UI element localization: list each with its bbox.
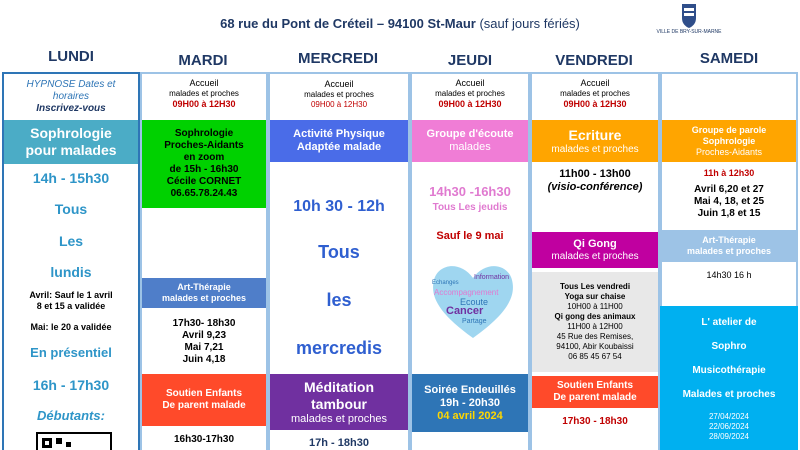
address-note: (sauf jours fériés) [479, 16, 580, 31]
art-date4: Juin 4,18 [182, 354, 226, 365]
accueil-sub: malades et proches [435, 89, 505, 98]
cloud-word-information: Information [474, 274, 510, 281]
green-line1: Sophrologie [174, 128, 234, 139]
apa-line2: Adaptée malade [296, 141, 382, 153]
cloud-word-cancer: Cancer [446, 305, 484, 317]
green-line2: Proches-Aidants [164, 140, 244, 151]
city-logo [656, 0, 722, 40]
lundi-hours: 14h - 15h30 [32, 170, 110, 186]
ecriture-title: Ecriture [568, 126, 622, 143]
soutien-line1: Soutien Enfants [556, 380, 634, 391]
ecriture-hours: 11h00 - 13h00 [559, 168, 631, 180]
samedi-atelier-block [660, 306, 798, 450]
vendredi-ecriture-block [532, 120, 658, 162]
mardi-soutien-block [142, 374, 266, 426]
atelier-date2: 22/06/2024 [708, 422, 750, 431]
cloud-word-accompagnement: Accompagnement [434, 288, 499, 297]
soiree-line1: Soirée Endeuillés [424, 383, 516, 396]
accueil-hours: 09H00 à 12H30 [563, 99, 627, 109]
sophro-title-line2: pour malades [25, 142, 117, 158]
cloud-word-partage: Partage [462, 318, 487, 325]
art-date3: Mai 7,21 [184, 342, 224, 353]
samedi-date1: Avril 6,20 et 27 [694, 184, 764, 195]
cloud-word-echanges: Echanges [432, 280, 459, 286]
groupe-title: Groupe d'écoute [426, 128, 514, 140]
jeudi-sauf: Sauf le 9 mai [436, 230, 504, 242]
atelier-line1: L' atelier de [701, 317, 757, 328]
accueil-title: Accueil [455, 78, 485, 88]
qr-code-icon[interactable] [36, 432, 112, 450]
vendredi-soutien-block [532, 376, 658, 408]
accueil-hours: 09H00 à 12H30 [438, 99, 502, 109]
lundi-tous: Tous [54, 201, 88, 217]
green-line4: de 15h - 16h30 [169, 164, 239, 175]
lundi-les: Les [58, 233, 84, 249]
mardi-sophrologie-block [142, 120, 266, 208]
art-date1: 17h30- 18h30 [172, 318, 236, 329]
green-line3: en zoom [183, 152, 225, 163]
soiree-date: 04 avril 2024 [437, 409, 503, 422]
details-line1: Tous Les vendredi [559, 282, 631, 291]
atelier-date3: 28/09/2024 [708, 432, 750, 441]
details-line3: 10H00 à 11H00 [567, 302, 623, 311]
samedi-art-title: Art-Thérapie [702, 235, 756, 245]
mercredi-hours: 10h 30 - 12h [293, 198, 385, 215]
apa-line1: Activité Physique [293, 128, 385, 140]
inscrivez-text: Inscrivez-vous [36, 103, 106, 114]
samedi-art-therapie-header [662, 230, 796, 262]
cloud-word-ecoute: Ecoute [460, 297, 489, 307]
groupe-sub: malades [449, 141, 491, 153]
vendredi-ecriture-hours [532, 164, 658, 198]
ecriture-sub: malades et proches [551, 143, 639, 155]
qigong-sub: malades et proches [551, 250, 639, 262]
ecriture-visio: (visio-conférence) [547, 181, 643, 193]
mercredi-mercredis: mercredis [295, 338, 383, 358]
city-logo-text: VILLE DE BRY-SUR-MARNE [656, 29, 722, 35]
mercredi-apa-block [270, 120, 408, 162]
soutien-line2: De parent malade [162, 400, 246, 411]
soiree-line2: 19h - 20h30 [440, 396, 500, 409]
art-sub: malades et proches [161, 293, 247, 303]
qigong-title: Qi Gong [573, 237, 617, 250]
vendredi-soutien-hours: 17h30 - 18h30 [562, 416, 628, 427]
mercredi-accueil [270, 76, 408, 112]
hypnose-text: HYPNOSE Dates et horaires [26, 79, 116, 102]
mardi-art-dates [142, 316, 266, 368]
accueil-sub: malades et proches [304, 89, 374, 99]
mercredi-les: les [326, 290, 352, 310]
vendredi-qigong-block [532, 232, 658, 268]
details-line7: 94100, Abir Koubaissi [556, 342, 634, 351]
lundi-sophrologie-header [4, 120, 138, 164]
details-line4: Qi gong des animaux [554, 312, 636, 321]
samedi-art-hours: 14h30 16 h [706, 270, 752, 280]
samedi-date3: Juin 1,8 et 15 [697, 208, 761, 219]
mardi-accueil [142, 76, 266, 112]
mercredi-meditation-block [270, 374, 408, 430]
lundi-debutants: Débutants: [37, 408, 105, 423]
details-line8: 06 85 45 67 54 [568, 352, 622, 361]
samedi-dates [662, 182, 796, 222]
lundi-presentiel: En présentiel [30, 345, 112, 360]
samedi-date2: Mai 4, 18, et 25 [693, 196, 765, 207]
jeudi-accueil [412, 76, 528, 112]
jeudi-soiree-block [412, 374, 528, 432]
accueil-title: Accueil [189, 78, 219, 88]
day-vendredi: VENDREDI [555, 52, 633, 69]
accueil-title: Accueil [580, 78, 610, 88]
mercredi-meditation-hours: 17h - 18h30 [309, 437, 369, 449]
art-title: Art-Thérapie [177, 282, 231, 292]
details-line2: Yoga sur chaise [564, 292, 626, 301]
vendredi-accueil [532, 76, 658, 112]
green-line5: Cécile CORNET [166, 176, 242, 187]
mercredi-tous: Tous [318, 242, 360, 262]
jeudi-groupe-block [412, 120, 528, 162]
samedi-groupe-line1: Groupe de parole [691, 124, 767, 135]
details-line5: 11H00 à 12H00 [567, 322, 623, 331]
atelier-line2: Sophro [711, 341, 747, 352]
accueil-sub: malades et proches [560, 89, 630, 98]
lundi-avril-note [4, 290, 138, 312]
lundi-mai-note: Mai: le 20 a validée [30, 322, 112, 332]
mardi-art-therapie-header [142, 278, 266, 308]
vendredi-details-block [532, 272, 658, 372]
samedi-groupe-sub: Proches-Aidants [695, 146, 763, 157]
soutien-line2: De parent malade [553, 392, 637, 403]
accueil-hours: 09H00 à 12H30 [310, 99, 368, 109]
samedi-groupe-block [662, 120, 796, 162]
samedi-art-sub: malades et proches [686, 246, 772, 256]
jeudi-tous: Tous Les jeudis [432, 202, 508, 213]
address-text: 68 rue du Pont de Créteil – 94100 St-Maur [220, 16, 476, 31]
atelier-date1: 27/04/2024 [708, 412, 750, 421]
day-lundi: LUNDI [48, 48, 94, 65]
day-samedi: SAMEDI [699, 50, 759, 67]
heart-word-cloud-icon [428, 258, 518, 342]
atelier-line4: Malades et proches [682, 389, 776, 400]
accueil-title: Accueil [324, 78, 354, 89]
samedi-hours: 11h à 12h30 [703, 168, 755, 178]
green-line6: 06.65.78.24.43 [170, 188, 238, 199]
day-mardi: MARDI [178, 52, 228, 69]
lundi-hypnose-block [4, 76, 138, 118]
atelier-line3: Musicothérapie [692, 365, 766, 376]
lundi-hours2: 16h - 17h30 [32, 377, 110, 393]
jeudi-hours: 14h30 -16h30 [429, 184, 511, 199]
meditation-line1: Méditation [304, 378, 374, 395]
art-date2: Avril 9,23 [181, 330, 227, 341]
avril-line2: 8 et 15 a validée [36, 301, 106, 311]
samedi-groupe-line2: Sophrologie [702, 135, 756, 146]
accueil-sub: malades et proches [169, 89, 239, 98]
day-jeudi: JEUDI [447, 52, 493, 69]
lundi-lundis: lundis [50, 264, 92, 280]
meditation-sub: malades et proches [291, 412, 387, 425]
meditation-line2: tambour [311, 395, 367, 412]
soutien-line1: Soutien Enfants [165, 388, 243, 399]
details-line6: 45 Rue des Remises, [556, 332, 634, 341]
avril-line1: Avril: Sauf le 1 avril [29, 290, 113, 300]
accueil-hours: 09H00 à 12H30 [172, 99, 236, 109]
mardi-soutien-hours: 16h30-17h30 [173, 434, 235, 445]
sophro-title-line1: Sophrologie [30, 125, 112, 141]
day-mercredi: MERCREDI [297, 50, 378, 67]
